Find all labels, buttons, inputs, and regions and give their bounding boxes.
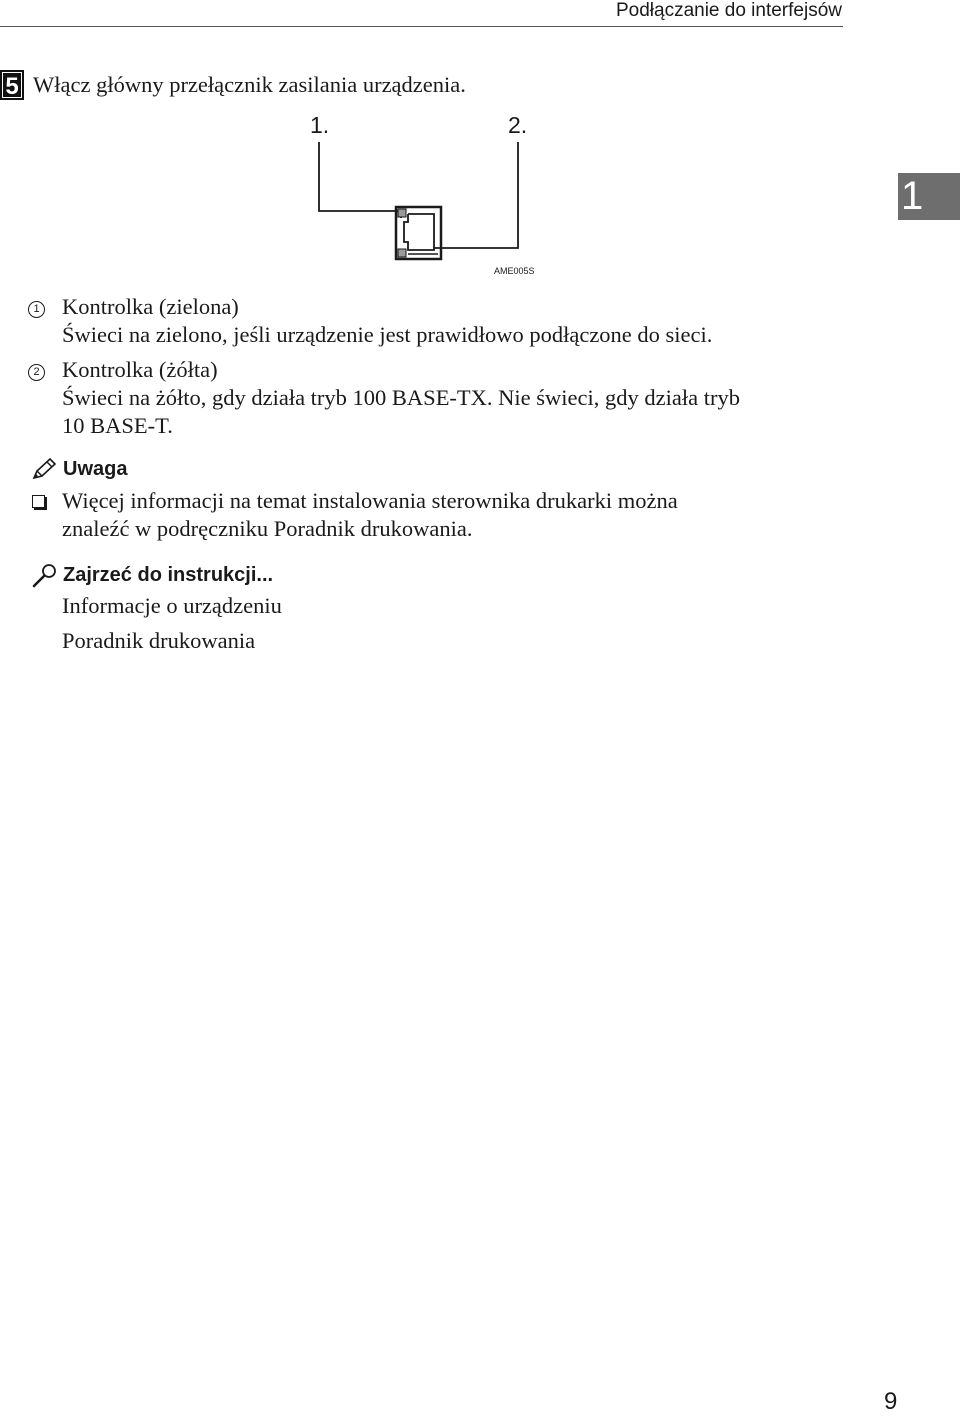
header-divider: [0, 26, 843, 27]
ethernet-port-figure: [300, 110, 550, 280]
note-title: Uwaga: [63, 457, 128, 480]
reference-title: Zajrzeć do instrukcji...: [63, 563, 274, 586]
item-description-line: Świeci na żółto, gdy działa tryb 100 BASE-TX. Nie świeci, gdy działa tryb: [62, 385, 740, 410]
item-title: Kontrolka (żółta): [62, 357, 218, 382]
step-5: [0, 70, 466, 100]
item-description-line: Świeci na zielono, jeśli urządzenie jest prawidłowo podłączone do sieci.: [62, 322, 713, 347]
item-title: Kontrolka (zielona): [62, 294, 239, 319]
figure-code: AME005S: [494, 266, 535, 276]
reference-link-printing-guide[interactable]: Poradnik drukowania: [62, 628, 256, 653]
ethernet-port-icon: [300, 110, 550, 280]
figure-label-1: 1.: [310, 112, 330, 138]
magnifier-icon: [31, 562, 59, 588]
item-number-circle: 1: [28, 301, 45, 318]
pencil-icon: [31, 456, 59, 482]
page-number: 9: [884, 1388, 898, 1415]
step-instruction: Włącz główny przełącznik zasilania urządzenia.: [33, 72, 466, 97]
item-description-line: 10 BASE-T.: [62, 413, 173, 438]
note-text-line: Więcej informacji na temat instalowania sterownika drukarki można: [62, 488, 678, 513]
step-number-badge: 5: [0, 70, 24, 100]
note-heading: [31, 456, 127, 482]
note-text-line: znaleźć w podręczniku Poradnik drukowania.: [62, 516, 473, 541]
chapter-tab: 1: [898, 173, 960, 220]
item-number-circle: 2: [28, 364, 45, 381]
figure-label-2: 2.: [508, 112, 528, 138]
note-checkbox-icon: [32, 495, 45, 508]
section-title: Podłączanie do interfejsów: [615, 0, 842, 21]
reference-heading: [31, 562, 273, 588]
reference-link-device-info[interactable]: Informacje o urządzeniu: [62, 593, 282, 618]
